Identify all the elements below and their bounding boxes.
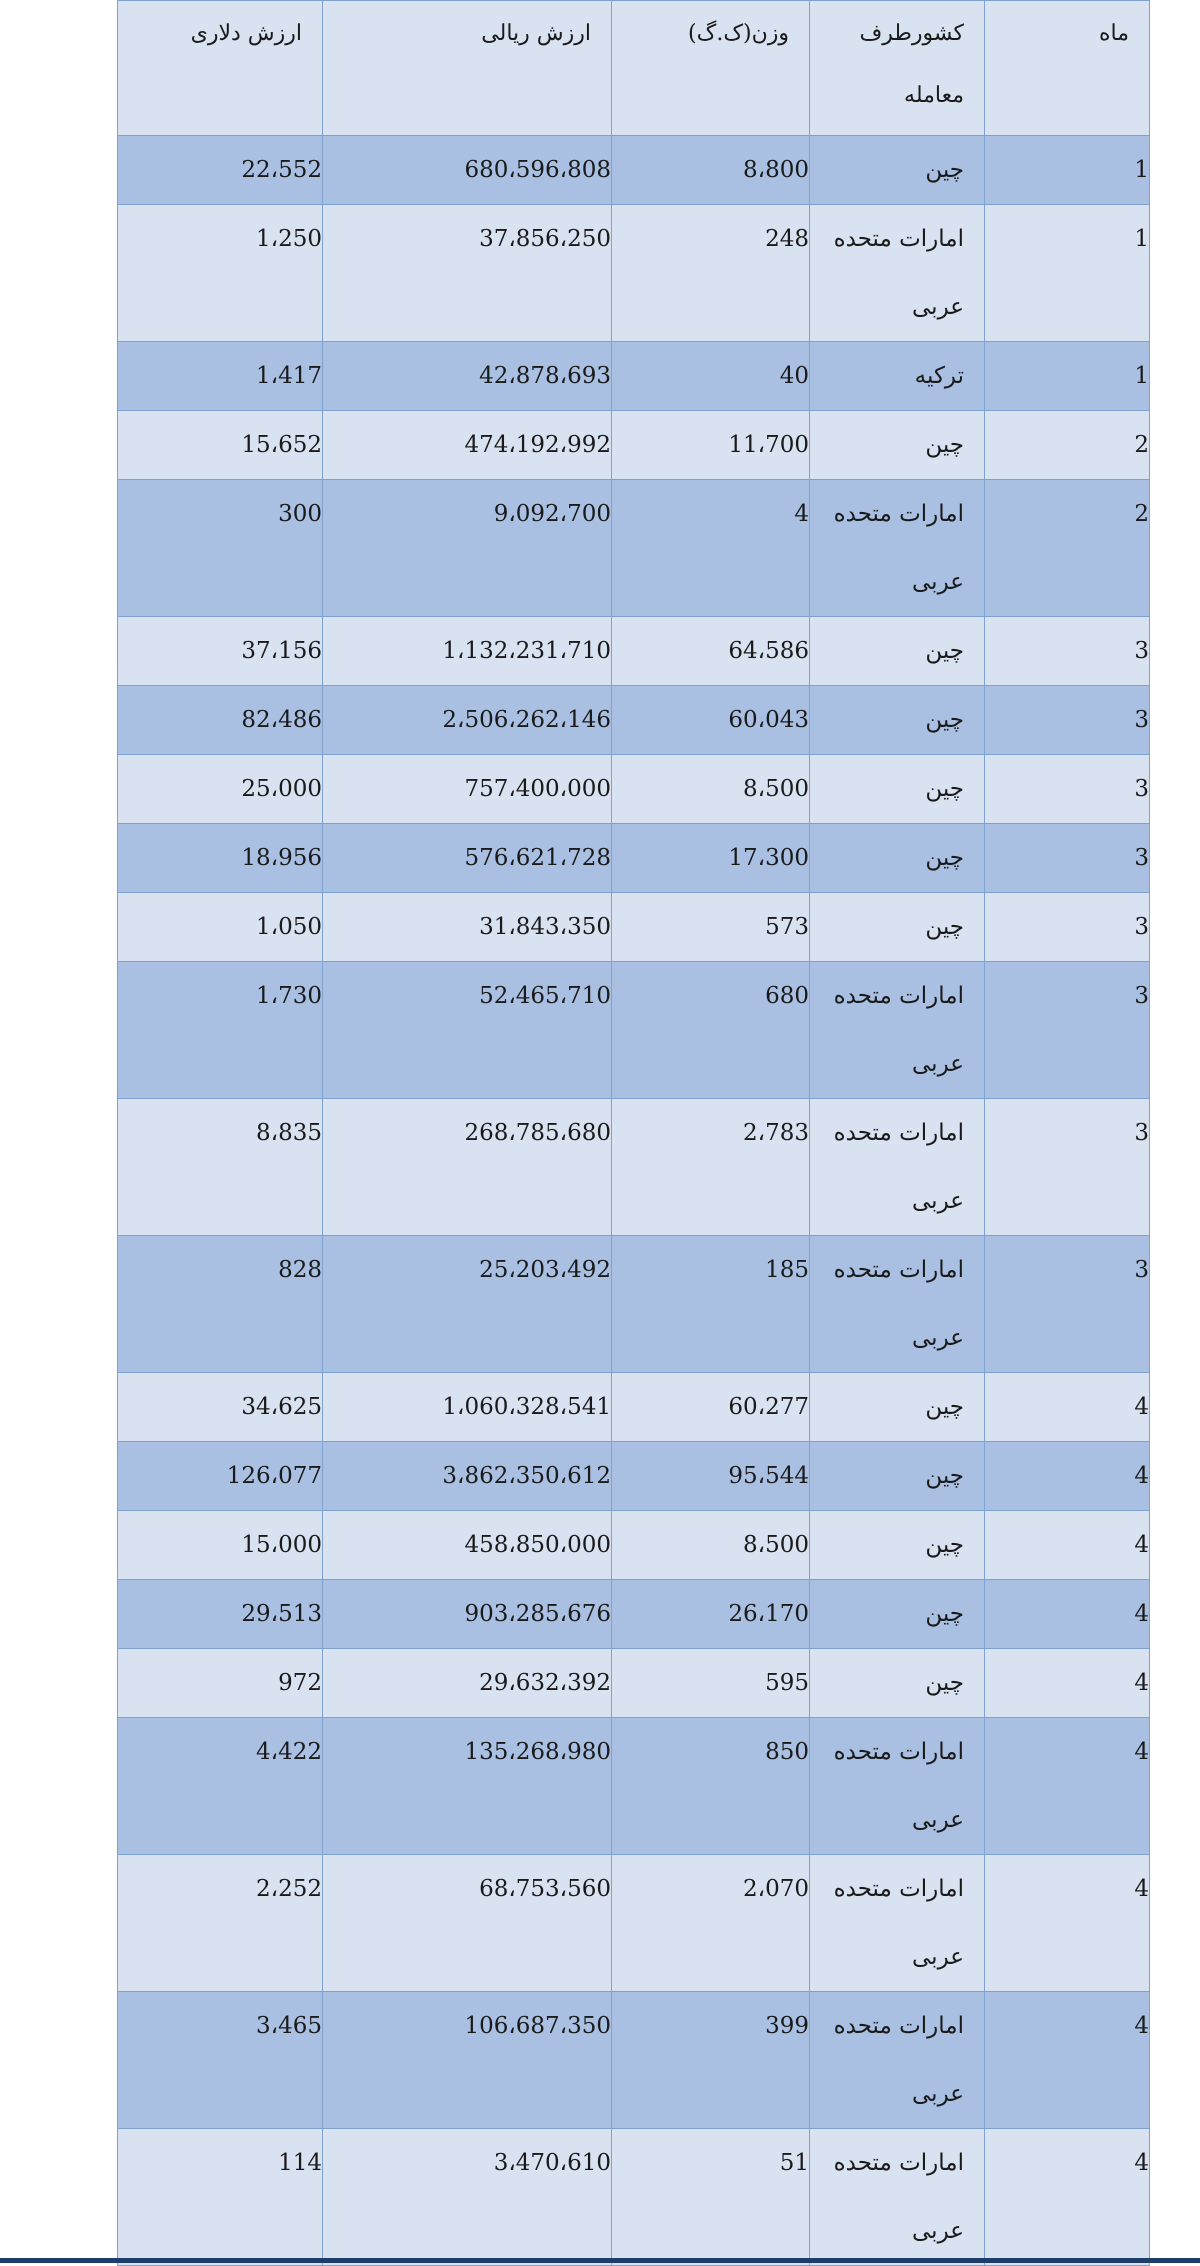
cell-country	[810, 1511, 985, 1580]
cell-value-usd	[118, 480, 323, 617]
cell-value-usd	[118, 824, 323, 893]
value-usd-value: 22،552	[241, 157, 322, 183]
cell-month	[985, 617, 1150, 686]
cell-country	[810, 1099, 985, 1236]
cell-weight	[612, 1992, 810, 2129]
header-value-rial-label: ارزش ریالی	[481, 21, 591, 46]
weight-value: 8،800	[743, 157, 809, 183]
table-row	[118, 1511, 1150, 1580]
country-name: امارات متحده عربی	[833, 1739, 964, 1833]
country-name: چین	[925, 1463, 964, 1489]
cell-month	[985, 1442, 1150, 1511]
value-rial-value: 42،878،693	[479, 363, 611, 389]
weight-value: 8،500	[743, 776, 809, 802]
weight-value: 595	[765, 1670, 809, 1696]
month-value: 3	[1134, 845, 1149, 871]
table-body	[118, 1, 1150, 2266]
table-row	[118, 136, 1150, 205]
month-value: 4	[1134, 1876, 1149, 1902]
cell-month	[985, 1511, 1150, 1580]
weight-value: 4	[794, 501, 809, 527]
country-name: چین	[925, 432, 964, 458]
cell-month	[985, 1373, 1150, 1442]
cell-country	[810, 1236, 985, 1373]
cell-weight	[612, 411, 810, 480]
table-row	[118, 824, 1150, 893]
month-value: 4	[1134, 1739, 1149, 1765]
cell-country	[810, 1855, 985, 1992]
header-month	[985, 1, 1150, 136]
month-value: 1	[1134, 157, 1149, 183]
value-rial-value: 135،268،980	[464, 1739, 611, 1765]
cell-month	[985, 480, 1150, 617]
table-row	[118, 205, 1150, 342]
cell-value-usd	[118, 962, 323, 1099]
table-row	[118, 686, 1150, 755]
cell-value-rial	[323, 1511, 612, 1580]
cell-country	[810, 205, 985, 342]
cell-month	[985, 1992, 1150, 2129]
cell-country	[810, 824, 985, 893]
cell-value-rial	[323, 755, 612, 824]
cell-value-usd	[118, 1992, 323, 2129]
month-value: 3	[1134, 638, 1149, 664]
month-value: 3	[1134, 1120, 1149, 1146]
cell-month	[985, 686, 1150, 755]
value-usd-value: 15،000	[241, 1532, 322, 1558]
month-value: 3	[1134, 707, 1149, 733]
value-usd-value: 1،250	[256, 226, 322, 252]
weight-value: 26،170	[728, 1601, 809, 1627]
value-usd-value: 82،486	[241, 707, 322, 733]
cell-value-rial	[323, 1099, 612, 1236]
cell-value-rial	[323, 1236, 612, 1373]
value-rial-value: 680،596،808	[464, 157, 611, 183]
month-value: 4	[1134, 1670, 1149, 1696]
value-rial-value: 1،132،231،710	[442, 638, 611, 664]
weight-value: 248	[765, 226, 809, 252]
cell-weight	[612, 2129, 810, 2266]
header-weight-label: وزن(ک.گ)	[688, 21, 789, 46]
weight-value: 185	[765, 1257, 809, 1283]
country-name: چین	[925, 707, 964, 733]
weight-value: 680	[765, 983, 809, 1009]
table-row	[118, 1236, 1150, 1373]
cell-value-usd	[118, 1649, 323, 1718]
country-name: امارات متحده عربی	[833, 1257, 964, 1351]
cell-value-rial	[323, 136, 612, 205]
month-value: 4	[1134, 2013, 1149, 2039]
value-usd-value: 126،077	[226, 1463, 322, 1489]
header-country	[810, 1, 985, 136]
month-value: 4	[1134, 1463, 1149, 1489]
value-rial-value: 576،621،728	[464, 845, 611, 871]
cell-value-rial	[323, 1718, 612, 1855]
table-row	[118, 1580, 1150, 1649]
cell-value-usd	[118, 1511, 323, 1580]
month-value: 1	[1134, 363, 1149, 389]
header-row	[118, 1, 1150, 136]
weight-value: 40	[779, 363, 809, 389]
value-rial-value: 106،687،350	[464, 2013, 611, 2039]
cell-value-usd	[118, 1718, 323, 1855]
cell-weight	[612, 1099, 810, 1236]
value-usd-value: 114	[278, 2150, 322, 2176]
table-row	[118, 1718, 1150, 1855]
value-rial-value: 68،753،560	[479, 1876, 611, 1902]
cell-value-usd	[118, 1099, 323, 1236]
cell-weight	[612, 1236, 810, 1373]
value-usd-value: 2،252	[256, 1876, 322, 1902]
country-name: چین	[925, 1532, 964, 1558]
table-row	[118, 617, 1150, 686]
cell-value-rial	[323, 1442, 612, 1511]
month-value: 3	[1134, 983, 1149, 1009]
cell-value-rial	[323, 1649, 612, 1718]
month-value: 3	[1134, 914, 1149, 940]
cell-country	[810, 686, 985, 755]
cell-value-rial	[323, 1580, 612, 1649]
cell-month	[985, 824, 1150, 893]
table-row	[118, 480, 1150, 617]
cell-month	[985, 1099, 1150, 1236]
country-name: چین	[925, 914, 964, 940]
cell-weight	[612, 1442, 810, 1511]
table-row	[118, 1373, 1150, 1442]
cell-month	[985, 1236, 1150, 1373]
table-row	[118, 2129, 1150, 2266]
value-usd-value: 25،000	[241, 776, 322, 802]
value-usd-value: 15،652	[241, 432, 322, 458]
value-usd-value: 29،513	[241, 1601, 322, 1627]
value-rial-value: 25،203،492	[479, 1257, 611, 1283]
value-rial-value: 474،192،992	[464, 432, 611, 458]
cell-country	[810, 1718, 985, 1855]
country-name: چین	[925, 1670, 964, 1696]
cell-month	[985, 1580, 1150, 1649]
header-value-usd-label: ارزش دلاری	[190, 21, 302, 46]
cell-weight	[612, 824, 810, 893]
cell-country	[810, 755, 985, 824]
country-name: چین	[925, 1394, 964, 1420]
cell-value-usd	[118, 1373, 323, 1442]
cell-value-usd	[118, 205, 323, 342]
month-value: 3	[1134, 1257, 1149, 1283]
cell-weight	[612, 205, 810, 342]
value-usd-value: 1،417	[256, 363, 322, 389]
cell-value-rial	[323, 480, 612, 617]
cell-month	[985, 342, 1150, 411]
cell-country	[810, 342, 985, 411]
table-row	[118, 1649, 1150, 1718]
cell-weight	[612, 1511, 810, 1580]
cell-country	[810, 1649, 985, 1718]
weight-value: 399	[765, 2013, 809, 2039]
header-value-usd	[118, 1, 323, 136]
cell-country	[810, 136, 985, 205]
header-weight	[612, 1, 810, 136]
cell-country	[810, 480, 985, 617]
weight-value: 2،070	[743, 1876, 809, 1902]
cell-value-usd	[118, 893, 323, 962]
cell-value-usd	[118, 1442, 323, 1511]
cell-value-rial	[323, 411, 612, 480]
value-rial-value: 903،285،676	[464, 1601, 611, 1627]
country-name: ترکیه	[914, 363, 964, 389]
table-row	[118, 1992, 1150, 2129]
month-value: 4	[1134, 1532, 1149, 1558]
cell-value-rial	[323, 962, 612, 1099]
cell-value-usd	[118, 1580, 323, 1649]
cell-weight	[612, 480, 810, 617]
country-name: امارات متحده عربی	[833, 1120, 964, 1214]
table-row	[118, 1855, 1150, 1992]
value-usd-value: 18،956	[241, 845, 322, 871]
country-name: امارات متحده عربی	[833, 983, 964, 1077]
value-rial-value: 52،465،710	[479, 983, 611, 1009]
weight-value: 51	[779, 2150, 809, 2176]
country-name: چین	[925, 776, 964, 802]
table-row	[118, 1099, 1150, 1236]
cell-month	[985, 893, 1150, 962]
cell-value-usd	[118, 1855, 323, 1992]
weight-value: 2،783	[743, 1120, 809, 1146]
cell-month	[985, 962, 1150, 1099]
value-rial-value: 9،092،700	[493, 501, 611, 527]
weight-value: 60،277	[728, 1394, 809, 1420]
weight-value: 8،500	[743, 1532, 809, 1558]
cell-value-rial	[323, 1992, 612, 2129]
cell-weight	[612, 1718, 810, 1855]
weight-value: 17،300	[728, 845, 809, 871]
cell-country	[810, 617, 985, 686]
cell-country	[810, 1580, 985, 1649]
cell-country	[810, 1992, 985, 2129]
weight-value: 64،586	[728, 638, 809, 664]
cell-value-usd	[118, 617, 323, 686]
cell-weight	[612, 893, 810, 962]
trade-table	[117, 0, 1150, 2266]
value-usd-value: 1،730	[256, 983, 322, 1009]
cell-weight	[612, 617, 810, 686]
country-name: امارات متحده عربی	[833, 1876, 964, 1970]
cell-value-rial	[323, 686, 612, 755]
value-rial-value: 458،850،000	[464, 1532, 611, 1558]
month-value: 2	[1134, 432, 1149, 458]
cell-month	[985, 755, 1150, 824]
cell-weight	[612, 755, 810, 824]
month-value: 2	[1134, 501, 1149, 527]
cell-value-rial	[323, 893, 612, 962]
bottom-border	[0, 2258, 1200, 2263]
cell-month	[985, 1718, 1150, 1855]
table-row	[118, 411, 1150, 480]
cell-value-rial	[323, 342, 612, 411]
cell-month	[985, 1649, 1150, 1718]
cell-country	[810, 2129, 985, 2266]
cell-value-rial	[323, 2129, 612, 2266]
value-rial-value: 757،400،000	[464, 776, 611, 802]
value-rial-value: 29،632،392	[479, 1670, 611, 1696]
month-value: 3	[1134, 776, 1149, 802]
cell-weight	[612, 1649, 810, 1718]
header-value-rial	[323, 1, 612, 136]
cell-weight	[612, 1373, 810, 1442]
value-usd-value: 828	[278, 1257, 322, 1283]
value-usd-value: 37،156	[241, 638, 322, 664]
header-country-label: کشورطرف معامله	[859, 21, 964, 108]
cell-value-usd	[118, 755, 323, 824]
header-month-label: ماه	[1098, 21, 1129, 46]
weight-value: 573	[765, 914, 809, 940]
cell-value-usd	[118, 2129, 323, 2266]
cell-weight	[612, 1580, 810, 1649]
country-name: امارات متحده عربی	[833, 2150, 964, 2244]
month-value: 1	[1134, 226, 1149, 252]
cell-value-rial	[323, 617, 612, 686]
country-name: چین	[925, 845, 964, 871]
value-usd-value: 1،050	[256, 914, 322, 940]
cell-value-rial	[323, 1373, 612, 1442]
country-name: امارات متحده عربی	[833, 501, 964, 595]
weight-value: 11،700	[728, 432, 809, 458]
cell-weight	[612, 1855, 810, 1992]
weight-value: 95،544	[728, 1463, 809, 1489]
value-rial-value: 2،506،262،146	[442, 707, 611, 733]
month-value: 4	[1134, 1394, 1149, 1420]
value-usd-value: 8،835	[256, 1120, 322, 1146]
country-name: چین	[925, 638, 964, 664]
cell-value-rial	[323, 824, 612, 893]
value-usd-value: 3،465	[256, 2013, 322, 2039]
cell-value-usd	[118, 136, 323, 205]
cell-value-usd	[118, 686, 323, 755]
cell-country	[810, 1442, 985, 1511]
cell-weight	[612, 136, 810, 205]
table-row	[118, 962, 1150, 1099]
cell-month	[985, 136, 1150, 205]
cell-month	[985, 2129, 1150, 2266]
cell-month	[985, 1855, 1150, 1992]
country-name: امارات متحده عربی	[833, 2013, 964, 2107]
value-rial-value: 268،785،680	[464, 1120, 611, 1146]
cell-value-rial	[323, 205, 612, 342]
cell-country	[810, 893, 985, 962]
value-rial-value: 37،856،250	[479, 226, 611, 252]
cell-month	[985, 411, 1150, 480]
value-usd-value: 972	[278, 1670, 322, 1696]
table-row	[118, 342, 1150, 411]
cell-value-usd	[118, 1236, 323, 1373]
country-name: چین	[925, 157, 964, 183]
cell-country	[810, 1373, 985, 1442]
country-name: امارات متحده عربی	[833, 226, 964, 320]
cell-month	[985, 205, 1150, 342]
cell-weight	[612, 686, 810, 755]
value-usd-value: 4،422	[256, 1739, 322, 1765]
cell-weight	[612, 962, 810, 1099]
value-rial-value: 1،060،328،541	[442, 1394, 611, 1420]
cell-weight	[612, 342, 810, 411]
weight-value: 60،043	[728, 707, 809, 733]
cell-value-usd	[118, 342, 323, 411]
cell-country	[810, 411, 985, 480]
month-value: 4	[1134, 1601, 1149, 1627]
value-usd-value: 34،625	[241, 1394, 322, 1420]
value-rial-value: 3،862،350،612	[442, 1463, 611, 1489]
cell-country	[810, 962, 985, 1099]
country-name: چین	[925, 1601, 964, 1627]
value-usd-value: 300	[278, 501, 322, 527]
month-value: 4	[1134, 2150, 1149, 2176]
value-rial-value: 3،470،610	[493, 2150, 611, 2176]
value-rial-value: 31،843،350	[479, 914, 611, 940]
weight-value: 850	[765, 1739, 809, 1765]
cell-value-rial	[323, 1855, 612, 1992]
table-row	[118, 1442, 1150, 1511]
table-row	[118, 755, 1150, 824]
cell-value-usd	[118, 411, 323, 480]
table-row	[118, 893, 1150, 962]
